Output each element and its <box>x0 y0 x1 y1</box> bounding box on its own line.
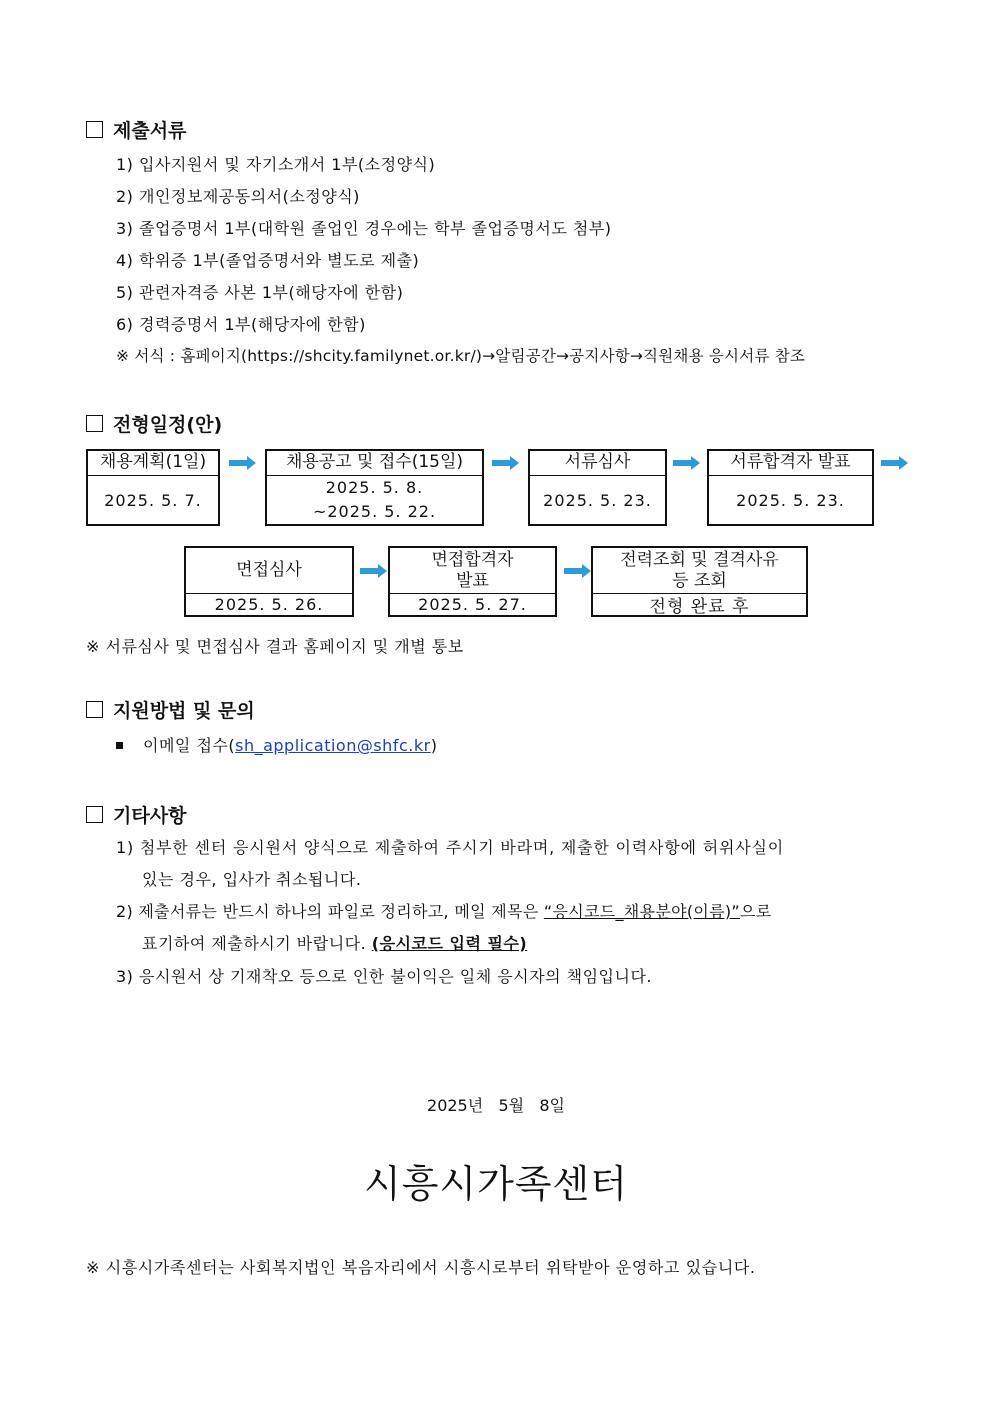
arrow-right-icon <box>229 455 257 471</box>
etc-item: 3) 응시원서 상 기재착오 등으로 인한 불이익은 일체 응시자의 책임입니다. <box>116 967 653 986</box>
step-head: 채용계획(1일) <box>88 451 218 476</box>
doc-item: 4) 학위증 1부(졸업증명서와 별도로 제출) <box>116 251 420 270</box>
step-date: 전형 완료 후 <box>649 597 750 617</box>
doc-item: 1) 입사지원서 및 자기소개서 1부(소정양식) <box>116 155 436 174</box>
step-box-announce <box>265 449 484 526</box>
step-date: 2025. 5. 27. <box>418 595 527 614</box>
step-box-interview-result <box>388 546 557 617</box>
section-apply-title: 지원방법 및 문의 <box>86 696 255 723</box>
etc-text: 2) 제출서류는 반드시 하나의 파일로 정리하고, 메일 제목은 <box>116 902 544 921</box>
arrow-right-icon <box>673 455 701 471</box>
schedule-note: ※ 서류심사 및 면접심사 결과 홈페이지 및 개별 통보 <box>86 637 464 656</box>
org-name: 시흥시가족센터 <box>364 1162 628 1206</box>
docs-note: ※ 서식 : 홈페이지(https://shcity.familynet.or.kr/)→알림공간→공지사항→직원채용 응시서류 참조 <box>116 347 806 365</box>
step-box-plan <box>86 449 220 526</box>
etc-text: 표기하여 제출하시기 바랍니다. <box>142 934 372 953</box>
arrow-right-icon <box>881 455 909 471</box>
step-body <box>267 476 482 524</box>
etc-item <box>142 931 527 954</box>
apply-item <box>116 733 437 756</box>
doc-item: 5) 관련자격증 사본 1부(해당자에 한함) <box>116 283 404 302</box>
step-head: 서류심사 <box>530 451 665 476</box>
arrow-right-icon <box>360 563 388 579</box>
step-box-doc-result <box>707 449 874 526</box>
section-docs-title: 제출서류 <box>86 116 186 143</box>
step-date: 2025. 5. 23. <box>736 490 845 510</box>
step-head: 서류합격자 발표 <box>709 451 872 476</box>
step-body <box>390 594 555 615</box>
step-body <box>186 594 352 615</box>
step-head: 면접합격자 발표 <box>390 548 555 594</box>
footer-note: ※ 시흥시가족센터는 사회복지법인 복음자리에서 시흥시로부터 위탁받아 운영하고 있습니다. <box>86 1258 756 1277</box>
step-date: ~2025. 5. 22. <box>312 502 437 521</box>
mail-subject-format: “응시코드_채용분야(이름)” <box>543 902 741 921</box>
step-date: 2025. 5. 23. <box>543 490 652 510</box>
apply-suffix: ) <box>430 736 438 755</box>
step-box-background-check <box>591 546 808 617</box>
step-date: 2025. 5. 26. <box>214 595 324 614</box>
step-date: 2025. 5. 7. <box>104 490 202 510</box>
arrow-right-icon <box>492 455 520 471</box>
section-schedule-title: 전형일정(안) <box>86 410 222 437</box>
checkbox-square-icon <box>86 415 103 432</box>
checkbox-square-icon <box>86 121 103 138</box>
step-head: 채용공고 및 접수(15일) <box>267 451 482 476</box>
email-link[interactable]: sh_application@shfc.kr <box>235 736 431 755</box>
step-head: 전력조회 및 결격사유 등 조회 <box>593 548 806 594</box>
etc-item: 있는 경우, 입사가 취소됩니다. <box>142 870 362 889</box>
step-body <box>709 476 872 524</box>
checkbox-square-icon <box>86 806 103 823</box>
doc-item: 6) 경력증명서 1부(해당자에 한함) <box>116 315 366 334</box>
step-box-interview <box>184 546 354 617</box>
apply-label: 이메일 접수( <box>143 736 236 755</box>
required-note: (응시코드 입력 필수) <box>371 934 528 953</box>
section-etc-title: 기타사항 <box>86 801 186 828</box>
checkbox-square-icon <box>86 701 103 718</box>
doc-item: 3) 졸업증명서 1부(대학원 졸업인 경우에는 학부 졸업증명서도 첨부) <box>116 219 612 238</box>
step-box-doc-review <box>528 449 667 526</box>
etc-text: 으로 <box>740 902 772 921</box>
bullet-icon <box>116 742 123 749</box>
step-head: 면접심사 <box>186 548 352 594</box>
step-body <box>88 476 218 524</box>
doc-item: 2) 개인정보제공동의서(소정양식) <box>116 187 360 206</box>
issue-date: 2025년 5월 8일 <box>427 1096 565 1115</box>
etc-item: 1) 첨부한 센터 응시원서 양식으로 제출하여 주시기 바라며, 제출한 이력사항에 허위사실이 <box>116 838 784 857</box>
step-body <box>530 476 665 524</box>
step-date: 2025. 5. 8. <box>325 478 424 497</box>
etc-item <box>116 899 772 922</box>
step-body <box>593 594 806 615</box>
arrow-right-icon <box>564 563 592 579</box>
